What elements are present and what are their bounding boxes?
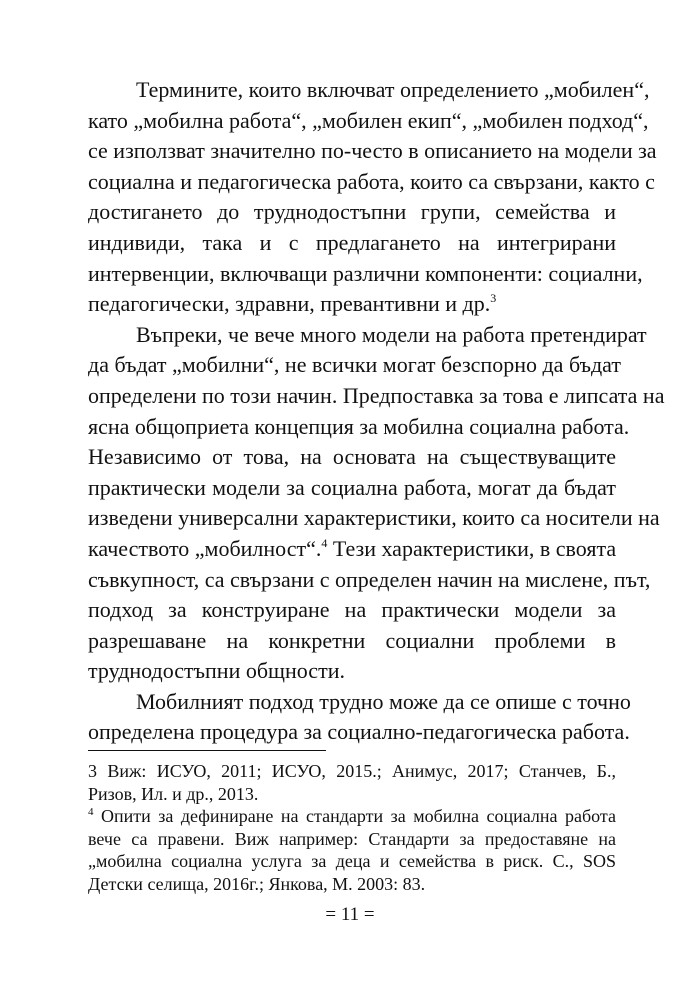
text-line: индивиди, така и с предлагането на интегрирани bbox=[88, 229, 616, 255]
text-line: изведени универсални характеристики, които са носители на bbox=[88, 505, 660, 531]
footnote-line: Детски селища, 2016г.; Янкова, М. 2003: 83. bbox=[88, 873, 426, 894]
footnote-separator bbox=[88, 750, 326, 751]
text-line-content: педагогически, здравни, превантивни и др. bbox=[88, 291, 491, 317]
text-line: Независимо от това, на основата на съществуващите bbox=[88, 444, 616, 470]
text-line: достигането до труднодостъпни групи, семейства и bbox=[88, 199, 616, 225]
page-number: = 11 = bbox=[325, 904, 375, 925]
text-line: труднодостъпни общности. bbox=[88, 658, 345, 684]
text-line: се използват значително по-често в описанието на модели за bbox=[88, 138, 657, 164]
footnote-line: Ризов, Ил. и др., 2013. bbox=[88, 783, 259, 804]
text-line: определена процедура за социално-педагогическа работа. bbox=[88, 719, 630, 745]
footnote-line bbox=[88, 805, 616, 828]
text-line: социална и педагогическа работа, които са свързани, както с bbox=[88, 168, 655, 194]
main-text bbox=[88, 75, 665, 748]
footnote-4 bbox=[88, 805, 616, 895]
footnote-line: „мобилна социална услуга за деца и семейства в риск. С., SOS bbox=[88, 851, 616, 871]
footnote-marker-4: 4 bbox=[88, 806, 94, 818]
text-line: Мобилният подход трудно може да се опише с точно bbox=[136, 688, 631, 714]
text-line: подход за конструиране на практически модели за bbox=[88, 597, 616, 623]
text-line: Въпреки, че вече много модели на работа претендират bbox=[136, 321, 647, 347]
footnote-ref-3[interactable]: 3 bbox=[490, 291, 497, 306]
text-line: интервенции, включващи различни компоненти: социални, bbox=[88, 260, 643, 286]
text-line bbox=[88, 289, 616, 320]
footnote-line: 3 Виж: ИСУО, 2011; ИСУО, 2015.; Анимус, 2017; Станчев, Б., bbox=[88, 761, 616, 781]
paragraph-2 bbox=[88, 320, 665, 687]
text-line: практически модели за социална работа, могат да бъдат bbox=[88, 474, 616, 500]
text-line: разрешаване на конкретни социални проблеми в bbox=[88, 627, 616, 653]
text-line: Термините, които включват определението „мобилен“, bbox=[136, 77, 650, 102]
text-line: като „мобилна работа“, „мобилен екип“, „мобилен подход“, bbox=[88, 107, 649, 133]
footnote-ref-4[interactable]: 4 bbox=[321, 535, 328, 550]
text-line: определени по този начин. Предпоставка за това е липсата на bbox=[88, 382, 665, 408]
text-line-content: качеството „мобилност“. bbox=[88, 535, 322, 561]
footnote-line-content: Опити за дефиниране на стандарти за мобилна социална работа bbox=[93, 806, 616, 826]
text-line-content: Тези характеристики, в своята bbox=[327, 535, 617, 561]
paragraph-1 bbox=[88, 75, 657, 320]
footnotes bbox=[88, 760, 616, 895]
text-line: съвкупност, са свързани с определен начин на мислене, път, bbox=[88, 566, 651, 592]
footnote-line: вече са правени. Виж например: Стандарти за предоставяне на bbox=[88, 828, 616, 849]
paragraph-3 bbox=[88, 687, 631, 748]
text-line bbox=[88, 534, 616, 565]
text-line: ясна общоприета концепция за мобилна социална работа. bbox=[88, 413, 630, 439]
text-line: да бъдат „мобилни“, не всички могат безспорно да бъдат bbox=[88, 352, 621, 378]
footnote-3 bbox=[88, 760, 616, 805]
